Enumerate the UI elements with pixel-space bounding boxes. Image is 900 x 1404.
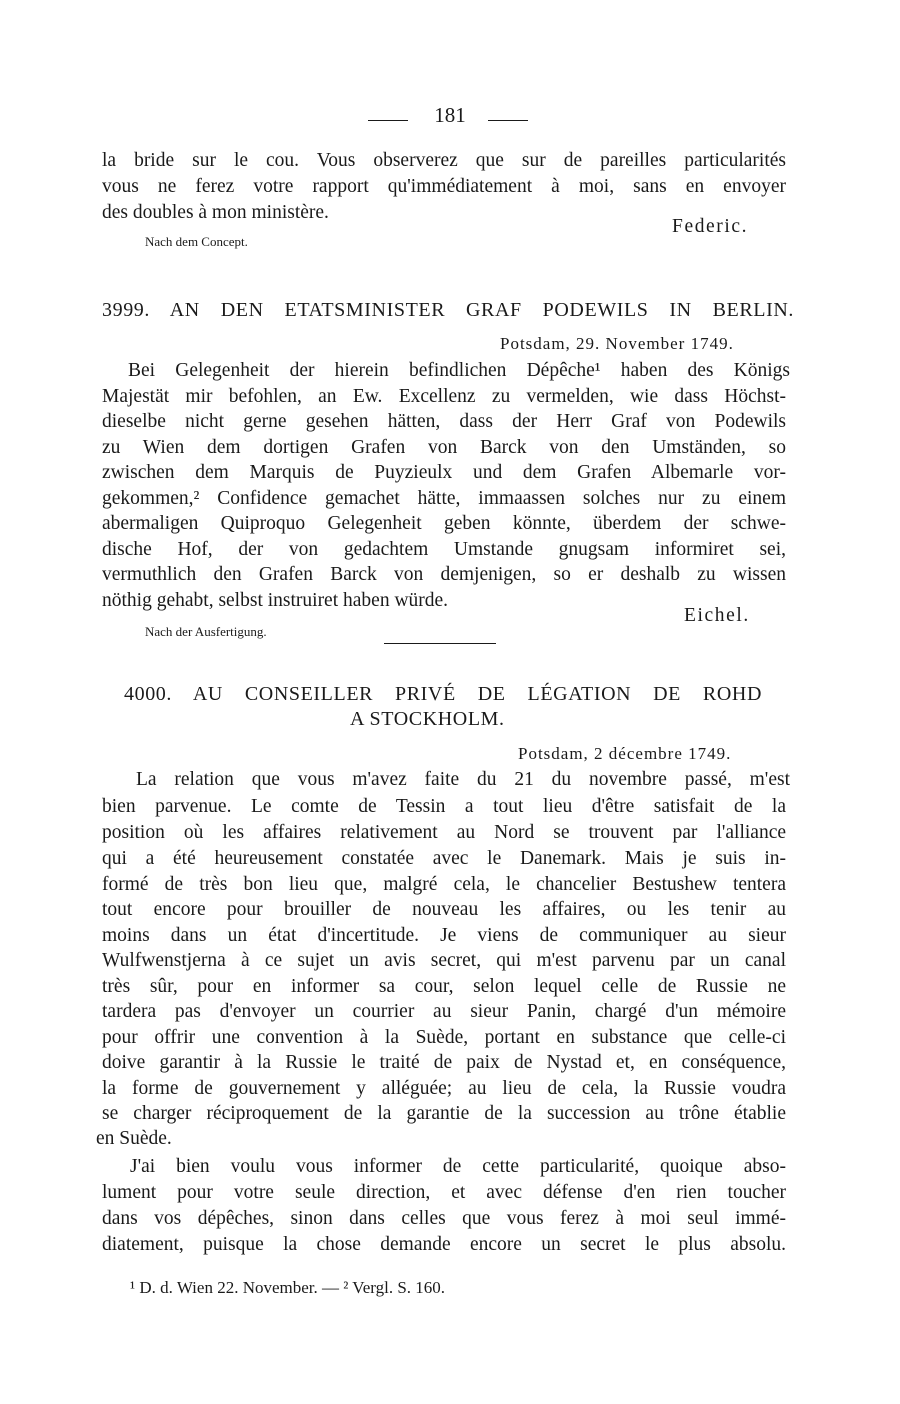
section-divider (384, 643, 496, 644)
text-line: en Suède. (96, 1128, 172, 1149)
dateline: Potsdam, 29. November 1749. (500, 334, 734, 353)
text-line: pour offrir une convention à la Suède, portant en substance que celle-ci (102, 1027, 786, 1048)
signature: Federic. (672, 216, 749, 237)
header-rule-right (488, 120, 528, 121)
text-line: tardera pas d'envoyer un courrier au sieur Panin, chargé d'un mémoire (102, 1001, 786, 1022)
text-line: formé de très bon lieu que, malgré cela, le chancelier Bestushew tentera (102, 874, 786, 895)
dateline: Potsdam, 2 décembre 1749. (518, 744, 732, 763)
text-line: dieselbe nicht gerne gesehen hätten, dass der Herr Graf von Podewils (102, 411, 786, 432)
text-line: vous ne ferez votre rapport qu'immédiatement à moi, sans en envoyer (102, 176, 786, 197)
text-line: J'ai bien voulu vous informer de cette particularité, quoique abso- (130, 1156, 786, 1177)
text-line: dische Hof, der von gedachtem Umstande gnugsam informiret sei, (102, 539, 786, 560)
text-line: zwischen dem Marquis de Puyzieulx und dem Grafen Albemarle vor- (102, 462, 786, 483)
text-line: très sûr, pour en informer sa cour, selon lequel celle de Russie ne (102, 976, 786, 997)
source-note: Nach der Ausfertigung. (145, 624, 267, 639)
text-line: vermuthlich den Grafen Barck von demjenigen, so er deshalb zu wissen (102, 564, 786, 585)
letter-heading: 4000. AU CONSEILLER PRIVÉ DE LÉGATION DE ROHD (124, 683, 762, 705)
text-line: moins dans un état d'incertitude. Je viens de communiquer au sieur (102, 925, 786, 946)
text-line: nöthig gehabt, selbst instruiret haben würde. (102, 590, 449, 611)
text-line: qui a été heureusement constatée avec le Danemark. Mais je suis in- (102, 848, 786, 869)
letter-heading-continued: A STOCKHOLM. (350, 708, 505, 730)
text-line: bien parvenue. Le comte de Tessin a tout lieu d'être satisfait de la (102, 796, 786, 817)
text-line: se charger réciproquement de la garantie de la succession au trône établie (102, 1103, 786, 1124)
text-line: tout encore pour brouiller de nouveau les affaires, ou les tenir au (102, 899, 786, 920)
text-line: Majestät mir befohlen, an Ew. Excellenz zu vermelden, wie dass Höchst- (102, 386, 786, 407)
text-line: abermaligen Quiproquo Gelegenheit geben könnte, überdem der schwe- (102, 513, 786, 534)
text-line: Bei Gelegenheit der hierein befindlichen Dépêche¹ haben des Königs (128, 360, 790, 381)
page-number: 181 (434, 103, 466, 127)
text-line: doive garantir à la Russie le traité de paix de Nystad et, en conséquence, (102, 1052, 786, 1073)
text-line: zu Wien dem dortigen Grafen von Barck von den Umständen, so (102, 437, 786, 458)
text-line: la bride sur le cou. Vous observerez que sur de pareilles particularités (102, 150, 786, 171)
text-line: La relation que vous m'avez faite du 21 du novembre passé, m'est (136, 769, 790, 790)
text-line: la forme de gouvernement y alléguée; au lieu de cela, la Russie voudra (102, 1078, 786, 1099)
signature: Eichel. (684, 605, 750, 626)
letter-heading: 3999. AN DEN ETATSMINISTER GRAF PODEWILS IN BERLIN. (102, 299, 794, 321)
text-line: gekommen,² Confidence gemachet hätte, immaassen solches nur zu einem (102, 488, 786, 509)
text-line: des doubles à mon ministère. (102, 202, 329, 223)
footnotes: ¹ D. d. Wien 22. November. — ² Vergl. S. 160. (130, 1278, 446, 1297)
text-line: dans vos dépêches, sinon dans celles que vous ferez à moi seul immé- (102, 1208, 786, 1229)
source-note: Nach dem Concept. (145, 234, 248, 249)
header-rule-left (368, 120, 408, 121)
text-line: lument pour votre seule direction, et avec défense d'en rien toucher (102, 1182, 786, 1203)
text-line: position où les affaires relativement au Nord se trouvent par l'alliance (102, 822, 786, 843)
text-line: diatement, puisque la chose demande encore un secret le plus absolu. (102, 1234, 786, 1255)
text-line: Wulfwenstjerna à ce sujet un avis secret, qui m'est parvenu par un canal (102, 950, 786, 971)
